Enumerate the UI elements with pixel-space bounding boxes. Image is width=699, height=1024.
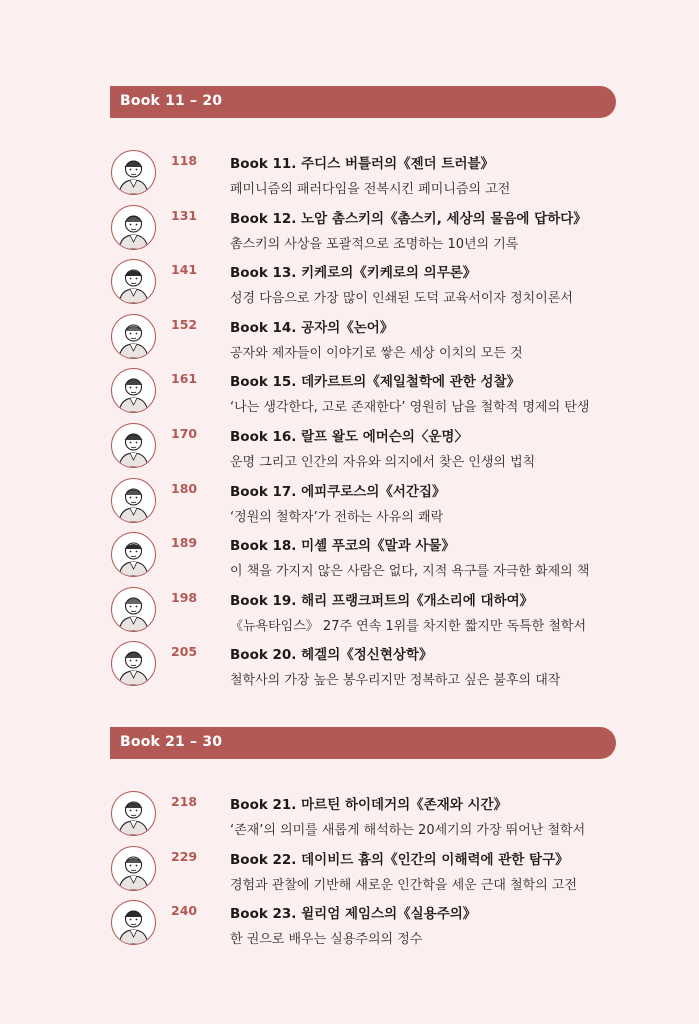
toc-entry[interactable] [0,153,699,214]
book-description: 성경 다음으로 가장 많이 인쇄된 도덕 교육서이자 정치이론서 [230,291,573,306]
book-description: ‘정원의 철학자’가 전하는 사유의 쾌락 [230,510,444,525]
portrait-icon [111,791,156,836]
page-number: 205 [171,644,198,659]
book-title: Book 12. 노암 촘스키의《촘스키, 세상의 물음에 답하다》 [230,211,587,227]
book-description: 이 책을 가지지 않은 사람은 없다, 지적 욕구를 자극한 화제의 책 [230,564,590,579]
toc-entry[interactable] [0,371,699,432]
book-title: Book 19. 해리 프랭크퍼트의《개소리에 대하여》 [230,593,534,609]
page-number: 189 [171,535,198,550]
book-description: 철학사의 가장 높은 봉우리지만 정복하고 싶은 불후의 대작 [230,673,561,688]
page-number: 118 [171,153,198,168]
book-description: ‘존재’의 의미를 새롭게 해석하는 20세기의 가장 뛰어난 철학서 [230,823,586,838]
book-title: Book 23. 윌리엄 제임스의《실용주의》 [230,906,477,922]
book-title: Book 18. 미셸 푸코의《말과 사물》 [230,538,455,554]
toc-entry[interactable] [0,535,699,596]
book-title: Book 11. 주디스 버틀러의《젠더 트러블》 [230,156,495,172]
portrait-icon [111,205,156,250]
portrait-icon [111,532,156,577]
portrait-icon [111,150,156,195]
page-number: 152 [171,317,198,332]
toc-entry[interactable] [0,644,699,705]
portrait-icon [111,900,156,945]
portrait-icon [111,259,156,304]
page-number: 170 [171,426,198,441]
book-description: 한 권으로 배우는 실용주의의 정수 [230,932,423,947]
book-title: Book 17. 에피쿠로스의《서간집》 [230,484,446,500]
page-number: 229 [171,849,198,864]
book-title: Book 20. 헤겔의《정신현상학》 [230,647,433,663]
portrait-icon [111,423,156,468]
book-description: 경험과 관찰에 기반해 새로운 인간학을 세운 근대 철학의 고전 [230,878,578,893]
book-description: 페미니즘의 패러다임을 전복시킨 페미니즘의 고전 [230,182,511,197]
book-title: Book 16. 랄프 왈도 에머슨의〈운명〉 [230,429,468,445]
book-title: Book 22. 데이비드 흄의《인간의 이해력에 관한 탐구》 [230,852,569,868]
book-description: 《뉴욕타임스》 27주 연속 1위를 차지한 짧지만 독특한 철학서 [230,619,587,634]
book-description: 공자와 제자들이 이야기로 쌓은 세상 이치의 모든 것 [230,346,523,361]
page-number: 198 [171,590,198,605]
page-number: 161 [171,371,198,386]
portrait-icon [111,846,156,891]
book-title: Book 13. 키케로의《키케로의 의무론》 [230,265,477,281]
section-label: Book 11 – 20 [120,93,223,109]
portrait-icon [111,368,156,413]
book-title: Book 14. 공자의《논어》 [230,320,394,336]
page-number: 180 [171,481,198,496]
toc-entry[interactable] [0,426,699,487]
page-number: 218 [171,794,198,809]
section-header [110,86,616,118]
page-number: 141 [171,262,198,277]
portrait-icon [111,314,156,359]
page-number: 131 [171,208,198,223]
book-title: Book 21. 마르틴 하이데거의《존재와 시간》 [230,797,508,813]
section-label: Book 21 – 30 [120,734,223,750]
toc-entry[interactable] [0,794,699,855]
toc-entry[interactable] [0,903,699,964]
portrait-icon [111,641,156,686]
book-description: 운명 그리고 인간의 자유와 의지에서 찾은 인생의 법칙 [230,455,536,470]
book-title: Book 15. 데카르트의《제일철학에 관한 성찰》 [230,374,521,390]
section-header [110,727,616,759]
page-number: 240 [171,903,198,918]
book-description: ‘나는 생각한다, 고로 존재한다’ 영원히 남을 철학적 명제의 탄생 [230,400,590,415]
portrait-icon [111,587,156,632]
portrait-icon [111,478,156,523]
book-description: 촘스키의 사상을 포괄적으로 조명하는 10년의 기록 [230,237,519,252]
toc-entry[interactable] [0,262,699,323]
